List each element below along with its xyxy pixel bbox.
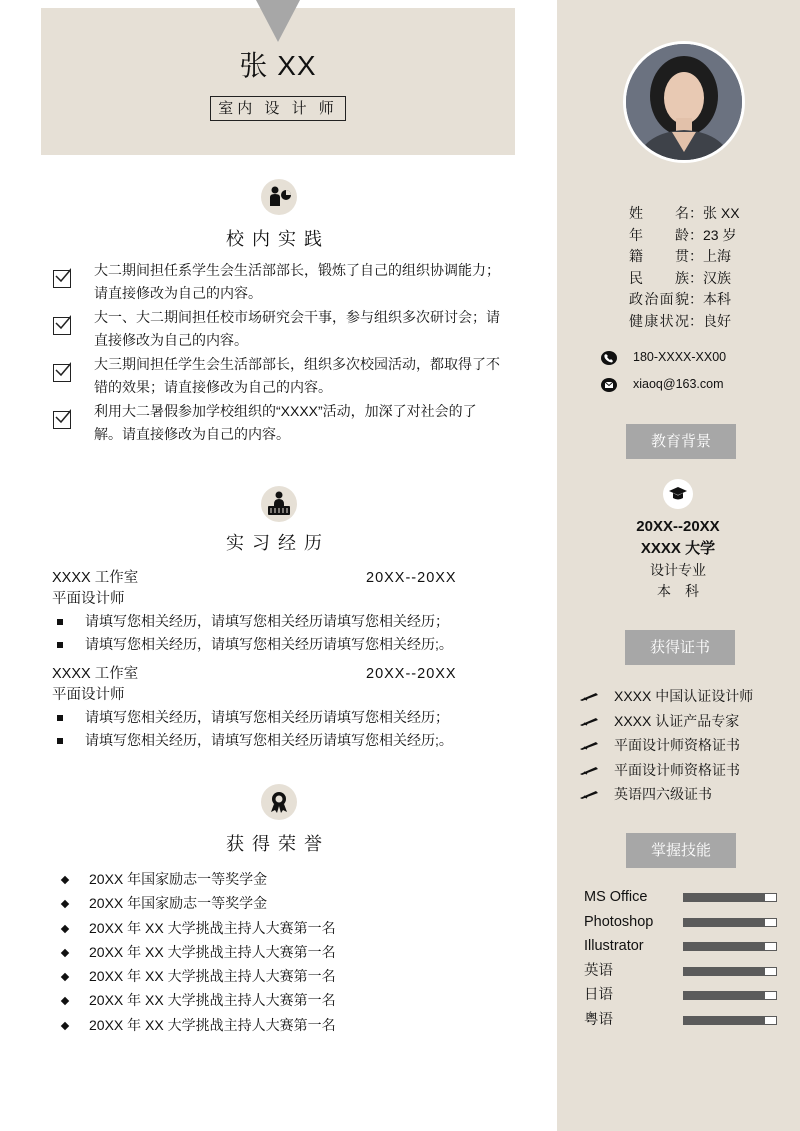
phone-contact	[601, 348, 726, 366]
honors-list	[60, 868, 460, 1038]
info-label: 籍贯	[629, 248, 689, 264]
skill-row	[584, 1008, 784, 1033]
diamond-bullet-icon	[61, 1022, 69, 1030]
certificate-list	[578, 684, 788, 807]
pen-icon	[578, 783, 602, 807]
skill-name: 日语	[584, 987, 613, 1003]
skill-row	[584, 983, 784, 1008]
bullet-icon	[57, 738, 63, 744]
education-major: 设计专业	[650, 562, 706, 578]
info-value: 23 岁	[703, 226, 737, 243]
job-point: 请填写您相关经历，请填写您相关经历请填写您相关经历;。	[52, 729, 472, 752]
company-name: XXXX 工作室	[52, 570, 139, 586]
info-value: 良好	[703, 312, 731, 329]
info-label: 民族	[629, 269, 689, 286]
info-value: 本科	[703, 291, 731, 307]
info-label: 健康状况	[629, 312, 689, 329]
certificates-heading: 获得证书	[625, 630, 735, 665]
award-medal-icon	[261, 784, 297, 820]
candidate-name: 张 XX	[239, 50, 317, 81]
pen-icon	[578, 710, 602, 734]
skill-name: 英语	[584, 962, 613, 979]
skill-list	[584, 885, 784, 1032]
list-item: 20XX 年 XX 大学挑战主持人大赛第一名	[60, 989, 460, 1013]
list-item: 20XX 年国家励志一等奖学金	[60, 892, 460, 916]
company-name: XXXX 工作室	[52, 666, 139, 682]
email-address: xiaoq@163.com	[633, 377, 724, 391]
info-label: 政治面貌	[629, 291, 689, 307]
list-item: 20XX 年 XX 大学挑战主持人大赛第一名	[60, 965, 460, 989]
skill-level-bar	[683, 942, 777, 951]
diamond-bullet-icon	[61, 900, 69, 908]
education-degree: 本 科	[657, 583, 699, 599]
pen-icon	[578, 685, 602, 709]
job-role: 平面设计师	[52, 687, 125, 703]
certificate-item: 英语四六级证书	[578, 782, 788, 807]
graduation-cap-icon	[663, 479, 693, 509]
list-item: 20XX 年 XX 大学挑战主持人大赛第一名	[60, 1014, 460, 1038]
campus-practice-icon	[261, 179, 297, 215]
skill-name: Photoshop	[584, 913, 654, 930]
email-icon	[601, 378, 617, 392]
skill-level-bar	[683, 1016, 777, 1025]
campus-practice-heading: 校内实践	[226, 229, 330, 249]
checkbox-icon	[53, 317, 71, 335]
list-item: 利用大二暑假参加学校组织的“XXXX”活动，加深了对社会的了 解。请直接修改为自己的内容。	[53, 400, 513, 447]
phone-number: 180-XXXX-XX00	[633, 350, 727, 364]
list-item: 20XX 年 XX 大学挑战主持人大赛第一名	[60, 941, 460, 965]
skill-row	[584, 885, 784, 910]
info-value: 张 XX	[703, 205, 740, 221]
list-item: 20XX 年国家励志一等奖学金	[60, 868, 460, 892]
diamond-bullet-icon	[61, 997, 69, 1005]
skill-name: Illustrator	[584, 938, 644, 954]
internship-heading: 实习经历	[226, 533, 330, 553]
header-triangle-decoration	[256, 0, 300, 42]
certificate-item: XXXX 中国认证设计师	[578, 684, 788, 709]
info-value: 汉族	[703, 269, 731, 286]
skill-level-bar	[683, 893, 777, 902]
certificate-item: XXXX 认证产品专家	[578, 709, 788, 734]
internship-job	[52, 568, 472, 656]
education-block	[578, 516, 778, 602]
list-item: 大二期间担任系学生会生活部部长，锻炼了自己的组织协调能力； 请直接修改为自己的内容。	[53, 259, 513, 306]
skill-level-bar	[683, 991, 777, 1000]
job-point: 请填写您相关经历，请填写您相关经历请填写您相关经历；	[52, 706, 472, 729]
checkbox-icon	[53, 270, 71, 288]
diamond-bullet-icon	[61, 973, 69, 981]
list-item: 20XX 年 XX 大学挑战主持人大赛第一名	[60, 917, 460, 941]
profile-photo	[623, 41, 745, 163]
list-item: 大三期间担任学生会生活部部长，组织多次校园活动，都取得了不 错的效果；请直接修改为自己的内容。	[53, 353, 513, 400]
info-label: 年龄	[629, 226, 689, 243]
info-value: 上海	[703, 248, 731, 264]
education-heading: 教育背景	[626, 424, 736, 459]
list-item: 大一、大二期间担任校市场研究会干事，参与组织多次研讨会；请 直接修改为自己的内容。	[53, 306, 513, 353]
diamond-bullet-icon	[61, 924, 69, 932]
email-contact	[601, 375, 724, 393]
diamond-bullet-icon	[61, 876, 69, 884]
job-role: 平面设计师	[52, 591, 125, 607]
job-period: 20XX--20XX	[366, 666, 457, 682]
personal-info: 姓名：张 XX 年龄：23 岁 籍贯：上海 民族：汉族 政治面貌：本科 健康状况：良好	[629, 203, 779, 332]
skills-heading: 掌握技能	[626, 833, 736, 868]
education-period: 20XX--20XX	[636, 518, 720, 535]
campus-practice-list	[53, 259, 513, 447]
bullet-icon	[57, 642, 63, 648]
checkbox-icon	[53, 411, 71, 429]
honors-heading: 获得荣誉	[226, 834, 330, 854]
skill-level-bar	[683, 918, 777, 927]
skill-row	[584, 910, 784, 935]
certificate-item: 平面设计师资格证书	[578, 758, 788, 783]
job-point: 请填写您相关经历，请填写您相关经历请填写您相关经历;。	[52, 633, 472, 656]
info-label: 姓名	[629, 205, 689, 221]
internship-job	[52, 664, 472, 752]
skill-row	[584, 934, 784, 959]
job-point: 请填写您相关经历，请填写您相关经历请填写您相关经历；	[52, 610, 472, 633]
certificate-item: 平面设计师资格证书	[578, 733, 788, 758]
skill-row	[584, 959, 784, 984]
pen-icon	[578, 759, 602, 783]
phone-icon	[601, 351, 617, 365]
skill-level-bar	[683, 967, 777, 976]
job-title: 室内 设 计 师	[210, 96, 346, 121]
diamond-bullet-icon	[61, 949, 69, 957]
education-school: XXXX 大学	[640, 540, 716, 557]
skill-name: MS Office	[584, 889, 648, 905]
checkbox-icon	[53, 364, 71, 382]
skill-name: 粤语	[584, 1011, 613, 1028]
internship-icon	[261, 486, 297, 522]
bullet-icon	[57, 619, 63, 625]
pen-icon	[578, 734, 602, 758]
bullet-icon	[57, 715, 63, 721]
job-period: 20XX--20XX	[366, 570, 457, 586]
